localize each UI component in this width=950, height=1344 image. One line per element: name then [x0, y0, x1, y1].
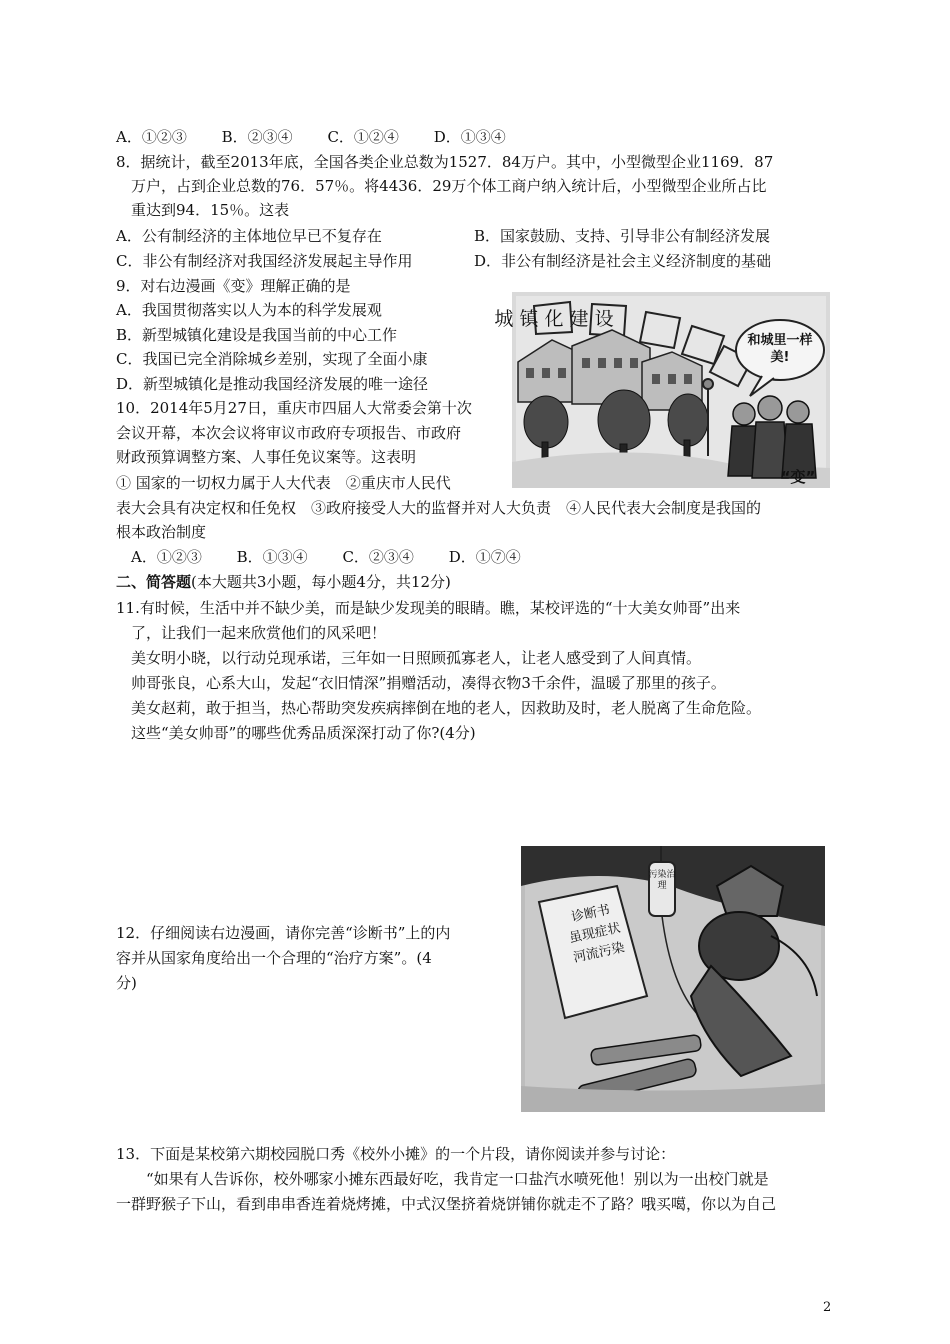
q7-option-c: C．①②④ [327, 128, 399, 146]
diagnosis-title: 诊断书 [570, 902, 612, 926]
q10-option-a: A．①②③ [131, 548, 202, 566]
q10-options [131, 546, 521, 568]
q11-line-4: 帅哥张良，心系大山，发起“衣旧情深”捐赠活动，凑得衣物3千余件，温暖了那里的孩子。 [131, 674, 726, 692]
urbanization-cartoon [494, 292, 830, 488]
section-note: (本大题共3小题，每小题4分，共12分) [191, 573, 451, 591]
q7-options [116, 126, 506, 148]
q10-stem-line-1: 10．2014年5月27日，重庆市四届人大常委会第十次 [116, 399, 472, 417]
banner-text: 城 镇 化 建 设 [494, 308, 614, 330]
q10-stem-line-4: ① 国家的一切权力属于人大代表 ②重庆市人民代 [116, 474, 451, 492]
section-title: 二、简答题 [116, 573, 192, 591]
q12-line-3: 分) [116, 974, 137, 992]
q10-stem-line-6: 根本政治制度 [116, 523, 207, 541]
q10-stem-line-5: 表大会具有决定权和任免权 ③政府接受人大的监督并对人大负责 ④人民代表大会制度是我国的 [116, 499, 762, 517]
svg-text:“变” [781, 468, 816, 486]
q8-option-d: D．非公有制经济是社会主义经济制度的基础 [474, 252, 772, 270]
banner-text [494, 308, 613, 330]
q11-line-5: 美女赵莉，敢于担当，热心帮助突发疾病摔倒在地的老人，因救助及时，老人脱离了生命危险。 [131, 699, 762, 717]
q10-stem-line-3: 财政预算调整方案、人事任免议案等。这表明 [116, 448, 417, 466]
q8-option-a: A．公有制经济的主体地位早已不复存在 [116, 227, 382, 245]
section-heading [116, 571, 451, 593]
q11-line-1: 11.有时候，生活中并不缺少美，而是缺少发现美的眼睛。瞧，某校评选的“十大美女帅哥”出来 [116, 599, 741, 617]
pollution-cartoon [521, 846, 825, 1112]
q9-option-a: A．我国贯彻落实以人为本的科学发展观 [116, 301, 382, 319]
q9-option-c: C．我国已完全消除城乡差别，实现了全面小康 [116, 350, 428, 368]
q10-option-b: B．①③④ [236, 548, 308, 566]
cartoon-title: “变” [780, 468, 816, 486]
q10-stem-line-2: 会议开幕，本次会议将审议市政府专项报告、市政府 [116, 424, 462, 442]
q11-line-3: 美女明小晓，以行动兑现承诺，三年如一日照顾孤寡老人，让老人感受到了人间真情。 [131, 649, 702, 667]
q9-option-d: D．新型城镇化是推动我国经济发展的唯一途径 [116, 375, 429, 393]
q13-line-2: “如果有人告诉你，校外哪家小摊东西最好吃，我肯定一口盐汽水喷死他！别以为一出校门就是 [146, 1170, 769, 1188]
q8-option-b: B．国家鼓励、支持、引导非公有制经济发展 [474, 227, 771, 245]
q7-option-d: D．①③④ [433, 128, 506, 146]
bottle-label: 污染治理 [648, 870, 676, 891]
q11-line-6: 这些“美女帅哥”的哪些优秀品质深深打动了你?(4分) [131, 724, 476, 742]
q13-line-3: 一群野猴子下山，看到串串香连着烧烤摊，中式汉堡挤着烧饼铺你就走不了路？哦买噶，你以为自己 [116, 1195, 777, 1213]
diagnosis-line-2: 河流污染 [572, 940, 627, 966]
q12-line-1: 12．仔细阅读右边漫画，请你完善“诊断书”上的内 [116, 924, 451, 942]
q9-stem: 9．对右边漫画《变》理解正确的是 [116, 277, 351, 295]
q11-line-2: 了，让我们一起来欣赏他们的风采吧！ [131, 624, 387, 642]
q8-stem-line-2: 万户，占到企业总数的76．57％。将4436．29万个体工商户纳入统计后，小型微型企业所占比 [131, 177, 767, 195]
q8-option-c: C．非公有制经济对我国经济发展起主导作用 [116, 252, 413, 270]
page-number: 2 [823, 1300, 832, 1315]
q7-option-a: A．①②③ [116, 128, 187, 146]
q10-option-d: D．①⑦④ [448, 548, 521, 566]
q9-option-b: B．新型城镇化建设是我国当前的中心工作 [116, 326, 398, 344]
q13-line-1: 13．下面是某校第六期校园脱口秀《校外小摊》的一个片段，请你阅读并参与讨论： [116, 1145, 676, 1163]
q10-option-c: C．②③④ [342, 548, 414, 566]
q12-line-2: 容并从国家角度给出一个合理的“治疗方案”。(4 [116, 949, 432, 967]
q8-stem-line-1: 8．据统计，截至2013年底，全国各类企业总数为1527．84万户。其中，小型微型企业1169．87 [116, 153, 774, 171]
people [728, 396, 816, 478]
diagnosis-line-1: 虽现症状 [567, 920, 622, 947]
q7-option-b: B．②③④ [221, 128, 293, 146]
speech-bubble-text: 和城里一样美! [747, 333, 813, 365]
q8-stem-line-3: 重达到94．15％。这表 [131, 201, 290, 219]
